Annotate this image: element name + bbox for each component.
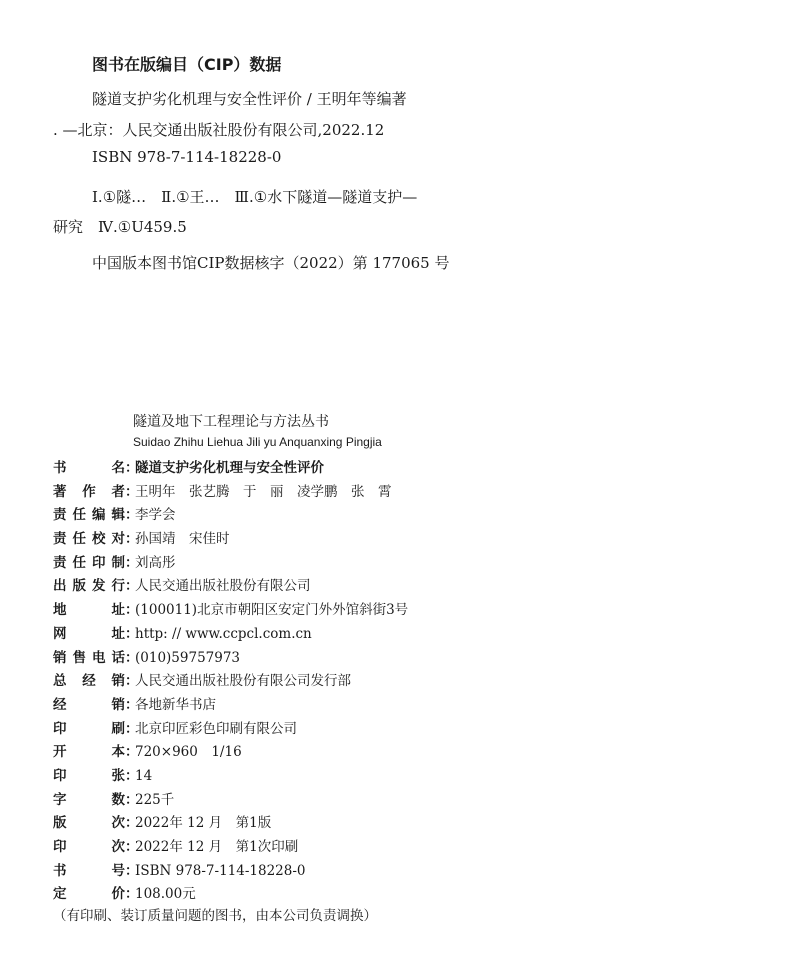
info-row-sales-phone: [53, 647, 753, 671]
info-label: 经销: [53, 696, 125, 713]
info-label: 著作者: [53, 483, 125, 500]
info-label: 印次: [53, 839, 125, 855]
series-pinyin: Suidao Zhihu Liehua Jili yu Anquanxing Pingjia: [133, 435, 382, 449]
publisher-value: 人民交通出版社股份有限公司: [135, 578, 311, 595]
info-colon: ：: [125, 720, 139, 737]
info-label: 总经销: [53, 673, 125, 690]
info-colon: ：: [125, 554, 139, 571]
info-colon: ：: [125, 767, 139, 784]
quality-notice: （有印刷、装订质量问题的图书，由本公司负责调换）: [53, 908, 377, 924]
info-colon: ：: [125, 460, 139, 476]
info-row-sheets: [53, 765, 753, 789]
info-colon: ：: [125, 578, 139, 595]
info-row-word-count: [53, 789, 753, 813]
proofreader-value: 孙国靖 宋佳时: [135, 531, 230, 548]
info-label: 字数: [53, 791, 125, 808]
info-label: 书号: [53, 862, 125, 879]
info-row-website: [53, 623, 753, 647]
authors-value: 王明年 张艺腾 于 丽 凌学鹏 张 霄: [135, 483, 392, 500]
info-label: 印刷: [53, 720, 125, 737]
word-count-value: 225千: [135, 791, 175, 808]
info-row-distributor: [53, 694, 753, 718]
sales-phone-value: (010)59757973: [135, 649, 241, 666]
price-value: 108.00元: [135, 886, 196, 903]
info-label: 定价: [53, 886, 125, 903]
info-row-print-manager: [53, 552, 753, 576]
info-row-book-number: [53, 860, 753, 884]
cip-heading: 图书在版编目（CIP）数据: [92, 55, 282, 74]
cip-isbn-line: ISBN 978-7-114-18228-0: [92, 148, 282, 166]
info-label: 开本: [53, 744, 125, 761]
info-row-publisher: [53, 575, 753, 599]
info-label: 责任印制: [53, 554, 125, 571]
info-colon: ：: [125, 744, 139, 761]
printing-value: 2022年 12 月 第1次印刷: [135, 839, 299, 855]
info-colon: ：: [125, 649, 139, 666]
info-label: 出版发行: [53, 578, 125, 595]
info-colon: ：: [125, 839, 139, 855]
info-colon: ：: [125, 886, 139, 903]
series-title: 隧道及地下工程理论与方法丛书: [133, 414, 329, 430]
info-label: 销售电话: [53, 649, 125, 666]
info-colon: ：: [125, 673, 139, 690]
edition-value: 2022年 12 月 第1版: [135, 815, 272, 832]
info-label: 网址: [53, 625, 125, 642]
cip-registration-number: 中国版本图书馆CIP数据核字（2022）第 177065 号: [92, 254, 450, 272]
info-colon: ：: [125, 696, 139, 713]
info-colon: ：: [125, 483, 139, 500]
info-colon: ：: [125, 625, 139, 642]
info-colon: ：: [125, 791, 139, 808]
info-row-format: [53, 741, 753, 765]
info-label: 印张: [53, 767, 125, 784]
cip-classification-line-2: 研究 Ⅳ.①U459.5: [53, 218, 187, 236]
printer-value: 北京印匠彩色印刷有限公司: [135, 720, 297, 737]
info-colon: ：: [125, 531, 139, 548]
info-label: 地址: [53, 602, 125, 619]
website-value: http: // www.ccpcl.com.cn: [135, 625, 312, 642]
general-distributor-value: 人民交通出版社股份有限公司发行部: [135, 673, 351, 690]
print-manager-value: 刘高彤: [135, 554, 176, 571]
book-number-value: ISBN 978-7-114-18228-0: [135, 862, 306, 879]
info-row-title: [53, 457, 753, 481]
editor-value: 李学会: [135, 507, 176, 524]
info-row-proofreader: [53, 528, 753, 552]
info-colon: ：: [125, 602, 139, 619]
info-colon: ：: [125, 815, 139, 832]
sheets-value: 14: [135, 767, 153, 784]
cip-title-author-line: 隧道支护劣化机理与安全性评价 / 王明年等编著: [92, 90, 407, 108]
info-row-address: [53, 599, 753, 623]
book-title-value: 隧道支护劣化机理与安全性评价: [135, 460, 324, 476]
info-row-edition: [53, 812, 753, 836]
cip-classification-line: Ⅰ.①隧… Ⅱ.①王… Ⅲ.①水下隧道—隧道支护—: [92, 188, 418, 206]
publication-info-table: [53, 457, 753, 907]
info-row-printer: [53, 718, 753, 742]
cip-publisher-line: . —北京：人民交通出版社股份有限公司,2022.12: [53, 121, 385, 139]
info-label: 责任校对: [53, 531, 125, 548]
info-row-general-distributor: [53, 670, 753, 694]
address-value: (100011)北京市朝阳区安定门外外馆斜街3号: [135, 602, 409, 619]
format-value: 720×960 1/16: [135, 744, 242, 761]
info-colon: ：: [125, 862, 139, 879]
info-row-printing: [53, 836, 753, 860]
info-row-editor: [53, 504, 753, 528]
info-label: 责任编辑: [53, 507, 125, 524]
distributor-value: 各地新华书店: [135, 696, 216, 713]
info-row-authors: [53, 481, 753, 505]
info-label: 版次: [53, 815, 125, 832]
info-colon: ：: [125, 507, 139, 524]
info-label: 书名: [53, 460, 125, 476]
